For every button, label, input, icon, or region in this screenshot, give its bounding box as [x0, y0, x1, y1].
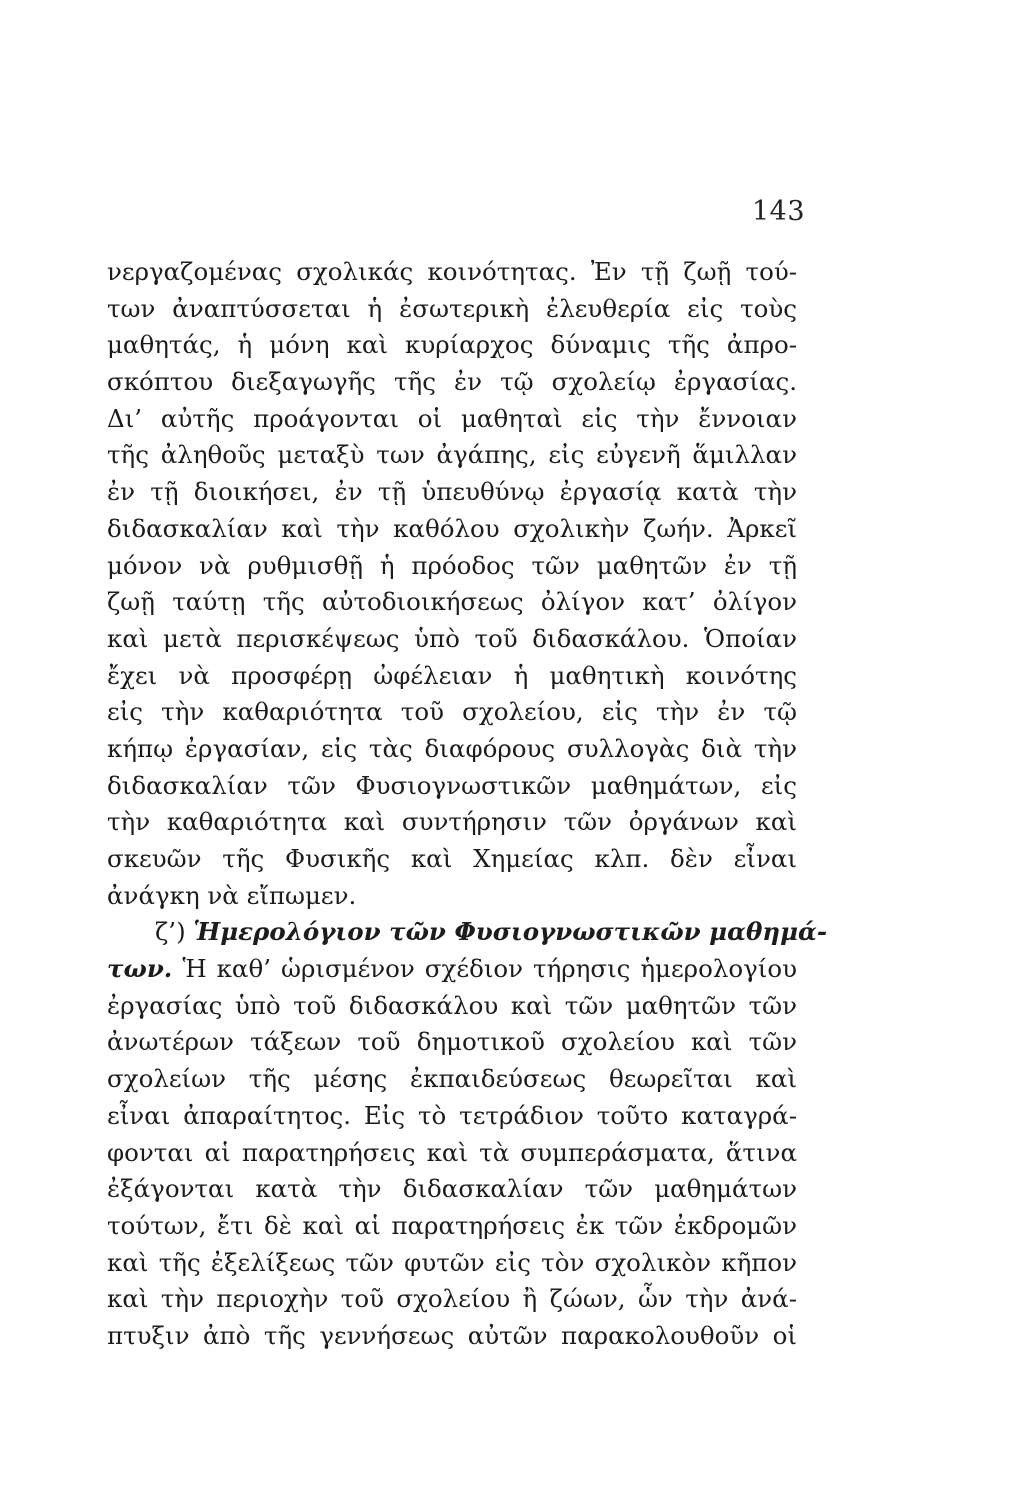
text-line: τὴν καθαριότητα καὶ συντήρησιν τῶν ὀργάνων καὶ [107, 807, 797, 837]
text-line: καὶ τῆς ἐξελίξεως τῶν φυτῶν εἰς τὸν σχολικὸν κῆπον [107, 1247, 797, 1277]
paragraph-2 [107, 914, 828, 1354]
section-heading-line [107, 914, 828, 951]
text-line: καὶ τὴν περιοχὴν τοῦ σχολείου ἢ ζώων, ὧν τὴν ἀνά- [107, 1284, 797, 1314]
text-line: εἶναι ἀπαραίτητος. Εἰς τὸ τετράδιον τοῦτο καταγρά- [107, 1100, 797, 1130]
text-line: καὶ μετὰ περισκέψεως ὑπὸ τοῦ διδασκάλου. Ὁποίαν [107, 623, 797, 653]
text-line: τούτων, ἔτι δὲ καὶ αἱ παρατηρήσεις ἐκ τῶν ἐκδρομῶν [107, 1210, 797, 1240]
text-line: φονται αἱ παρατηρήσεις καὶ τὰ συμπεράσματα, ἅτινα [107, 1137, 797, 1167]
text-line: ἔχει νὰ προσφέρῃ ὠφέλειαν ἡ μαθητικὴ κοινότης [107, 660, 797, 690]
section-heading: Ἡμερολόγιον τῶν Φυσιογνωστικῶν μαθημά- [193, 917, 828, 947]
text-line: τῆς ἀληθοῦς μεταξὺ των ἀγάπης, εἰς εὐγενῆ ἅμιλλαν [107, 440, 797, 470]
text-line: πτυξιν ἀπὸ τῆς γεννήσεως αὐτῶν παρακολουθοῦν οἱ [107, 1320, 797, 1350]
text-line: των ἀναπτύσσεται ἡ ἐσωτερικὴ ἐλευθερία εἰς τοὺς [107, 293, 797, 323]
text-line: μόνον νὰ ρυθμισθῇ ἡ πρόοδος τῶν μαθητῶν ἐν τῇ [107, 550, 797, 580]
body-text [107, 254, 828, 1355]
text-line: ἐν τῇ διοικήσει, ἐν τῇ ὑπευθύνῳ ἐργασίᾳ κατὰ τὴν [107, 477, 797, 507]
text-line: νεργαζομένας σχολικάς κοινότητας. Ἐν τῇ ζωῇ τού- [107, 257, 797, 286]
text-line: ἐργασίας ὑπὸ τοῦ διδασκάλου καὶ τῶν μαθητῶν τῶν [107, 990, 797, 1020]
text-line: μαθητάς, ἡ μόνη καὶ κυρίαρχος δύναμις τῆς ἀπρο- [107, 330, 797, 360]
text-line: ἀνάγκη νὰ εἴπωμεν. [107, 880, 357, 910]
text-run: Ἡ καθ’ ὡρισμένον σχέδιον τήρησις ἡμερολογίου [172, 954, 797, 984]
text-line: ἀνωτέρων τάξεων τοῦ δημοτικοῦ σχολείου καὶ τῶν [107, 1027, 797, 1057]
paragraph-1 [107, 254, 797, 914]
text-line: σκόπτου διεξαγωγῆς τῆς ἐν τῷ σχολείῳ ἐργασίας. [107, 367, 797, 397]
text-line: ἐξάγονται κατὰ τὴν διδασκαλίαν τῶν μαθημάτων [107, 1174, 797, 1204]
text-line: σκευῶν τῆς Φυσικῆς καὶ Χημείας κλπ. δὲν εἶναι [107, 844, 797, 873]
text-line [107, 951, 797, 988]
text-line: σχολείων τῆς μέσης ἐκπαιδεύσεως θεωρεῖται καὶ [107, 1064, 797, 1094]
text-line: διδασκαλίαν τῶν Φυσιογνωστικῶν μαθημάτων, εἰς [107, 770, 797, 800]
section-heading-end: των. [107, 954, 173, 984]
text-line: κήπῳ ἐργασίαν, εἰς τὰς διαφόρους συλλογὰς διὰ τὴν [107, 733, 797, 763]
page-number: 143 [752, 196, 806, 227]
text-line: εἰς τὴν καθαριότητα τοῦ σχολείου, εἰς τὴν ἐν τῷ [107, 697, 797, 727]
section-marker: ζ’) [155, 917, 194, 947]
text-line: ζωῇ ταύτῃ τῆς αὐτοδιοικήσεως ὀλίγον κατ’ ὀλίγον [107, 587, 797, 617]
text-line: Δι’ αὐτῆς προάγονται οἱ μαθηταὶ εἰς τὴν ἔννοιαν [107, 403, 797, 433]
text-line: διδασκαλίαν καὶ τὴν καθόλου σχολικὴν ζωήν. Ἀρκεῖ [107, 513, 797, 543]
